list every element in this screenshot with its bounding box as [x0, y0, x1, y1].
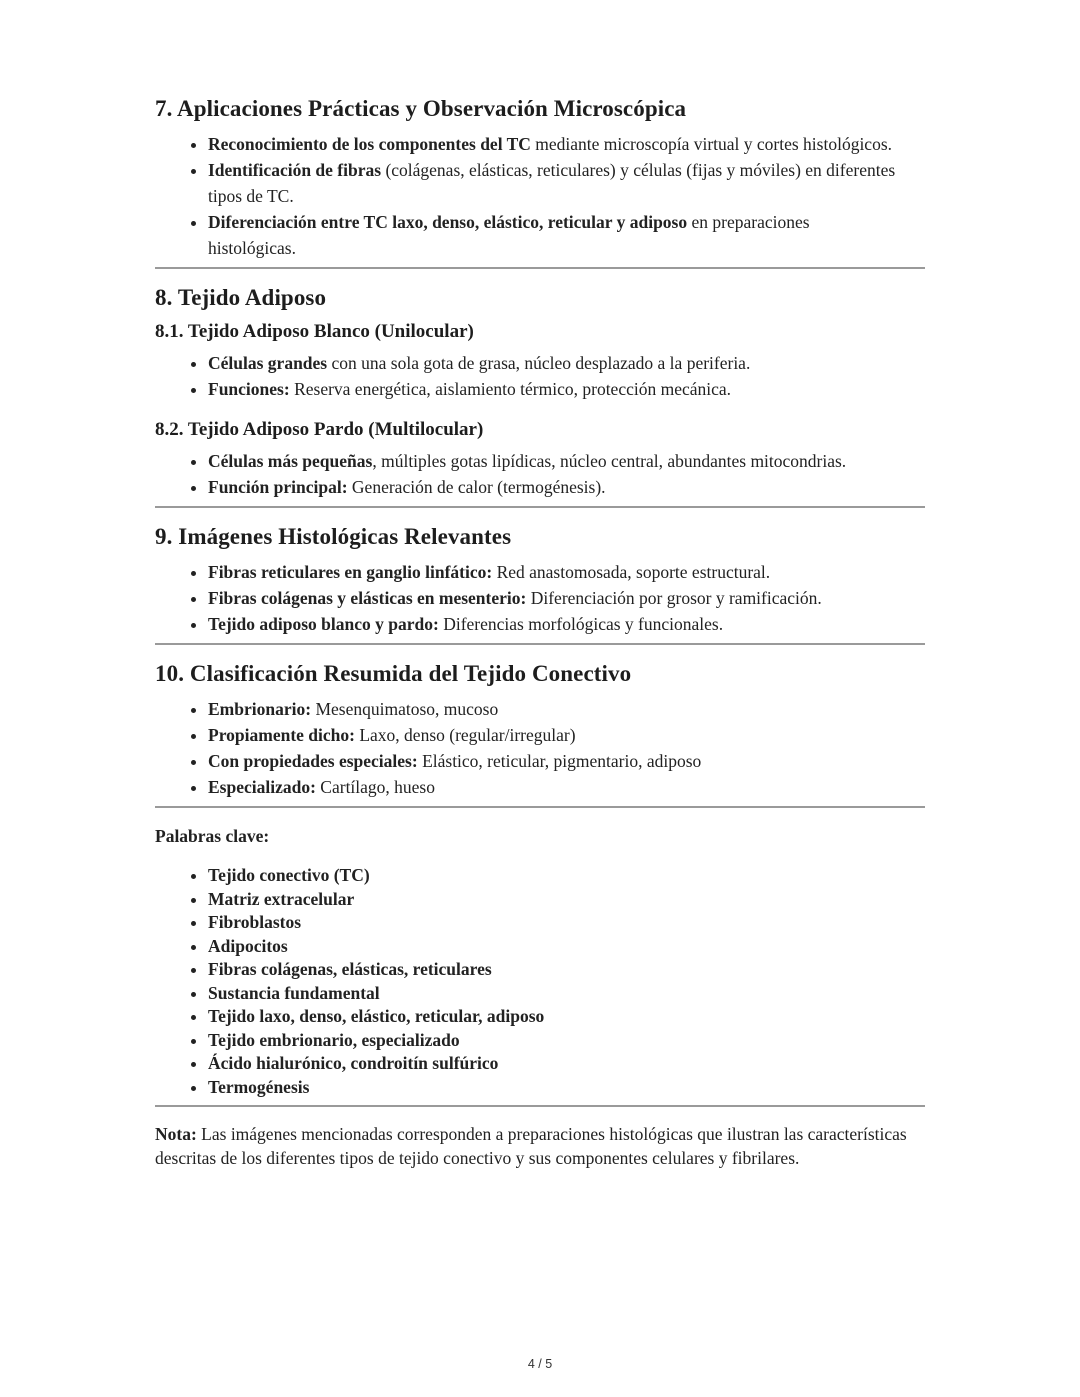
- keyword-item: • Tejido embrionario, especializado: [208, 1029, 925, 1053]
- subsection-heading: 8.2. Tejido Adiposo Pardo (Multilocular): [155, 419, 484, 440]
- keyword-item: • Ácido hialurónico, condroitín sulfúrico: [208, 1052, 925, 1076]
- term-description: (colágenas, elásticas, reticulares) y células (fijas y móviles) en diferentes tipos de TC.: [208, 160, 896, 206]
- bullet-list: [155, 131, 925, 261]
- term-description: Diferencias morfológicas y funcionales.: [438, 614, 724, 634]
- note-paragraph: [155, 1123, 915, 1170]
- bold-term: Con propiedades especiales:: [208, 751, 418, 771]
- bold-term: Células grandes: [208, 353, 328, 373]
- subsection-heading: 8.1. Tejido Adiposo Blanco (Unilocular): [155, 321, 474, 342]
- bold-term: Fibras reticulares en ganglio linfático:: [208, 562, 493, 582]
- bold-term: Diferenciación entre TC laxo, denso, elástico, reticular y adiposo: [208, 212, 688, 232]
- section-heading: 10. Clasificación Resumida del Tejido Conectivo: [155, 661, 632, 686]
- section-heading: 7. Aplicaciones Prácticas y Observación Microscópica: [155, 96, 687, 121]
- term-description: Generación de calor (termogénesis).: [347, 477, 606, 497]
- section-histological-images: [155, 523, 925, 637]
- page-footer: [0, 1357, 1080, 1371]
- note-label: Nota:: [155, 1124, 197, 1144]
- term-description: en preparaciones histológicas.: [208, 212, 810, 258]
- term-description: Elástico, reticular, pigmentario, adiposo: [417, 751, 702, 771]
- section-divider: [155, 267, 925, 269]
- list-item: [208, 722, 925, 748]
- section-divider: [155, 806, 925, 808]
- list-item: [208, 559, 925, 585]
- term-description: Red anastomosada, soporte estructural.: [492, 562, 771, 582]
- keyword-item: • Sustancia fundamental: [208, 982, 925, 1006]
- section-classification: [155, 660, 925, 800]
- bold-term: Fibras colágenas y elásticas en mesenterio:: [208, 588, 527, 608]
- list-item: [208, 585, 828, 611]
- list-item: [208, 611, 925, 637]
- list-item: [208, 209, 828, 261]
- list-item: [208, 448, 925, 474]
- keywords-list: [155, 864, 925, 1099]
- section-keywords: [155, 823, 925, 1099]
- list-item: [208, 474, 925, 500]
- term-description: Reserva energética, aislamiento térmico, protección mecánica.: [289, 379, 732, 399]
- list-item: [208, 376, 925, 402]
- keyword-item: • Termogénesis: [208, 1076, 925, 1100]
- keyword-item: • Tejido laxo, denso, elástico, reticular, adiposo: [208, 1005, 925, 1029]
- bullet-list: [155, 448, 925, 500]
- section-practical-applications: [155, 95, 925, 261]
- keyword-item: • Matriz extracelular: [208, 888, 925, 912]
- bullet-list: [155, 696, 925, 800]
- keyword-item: • Fibras colágenas, elásticas, reticulares: [208, 958, 925, 982]
- list-item: [208, 748, 925, 774]
- keywords-label: Palabras clave:: [155, 826, 270, 846]
- bold-term: Propiamente dicho:: [208, 725, 355, 745]
- bold-term: Especializado:: [208, 777, 316, 797]
- section-heading: 9. Imágenes Histológicas Relevantes: [155, 524, 512, 549]
- section-divider: [155, 643, 925, 645]
- bullet-list: [155, 559, 925, 637]
- section-adipose-tissue: [155, 284, 925, 500]
- keyword-item: • Tejido conectivo (TC): [208, 864, 925, 888]
- term-description: con una sola gota de grasa, núcleo desplazado a la periferia.: [327, 353, 751, 373]
- bold-term: Identificación de fibras: [208, 160, 382, 180]
- bold-term: Función principal:: [208, 477, 348, 497]
- section-heading: 8. Tejido Adiposo: [155, 285, 327, 310]
- term-description: , múltiples gotas lipídicas, núcleo central, abundantes mitocondrias.: [372, 451, 847, 471]
- bold-term: Embrionario:: [208, 699, 312, 719]
- section-divider: [155, 1105, 925, 1107]
- bold-term: Funciones:: [208, 379, 290, 399]
- bullet-list: [155, 350, 925, 402]
- list-item: [208, 774, 925, 800]
- note-text: Las imágenes mencionadas corresponden a preparaciones histológicas que ilustran las características descritas de los diferentes tipos de tejido conectivo y sus componentes celulares y fibrilares.: [155, 1124, 907, 1168]
- keyword-item: • Fibroblastos: [208, 911, 925, 935]
- keyword-item: • Adipocitos: [208, 935, 925, 959]
- term-description: Diferenciación por grosor y ramificación.: [526, 588, 822, 608]
- bold-term: Células más pequeñas: [208, 451, 373, 471]
- bold-term: Reconocimiento de los componentes del TC: [208, 134, 531, 154]
- term-description: Laxo, denso (regular/irregular): [354, 725, 576, 745]
- list-item: [208, 131, 925, 157]
- list-item: [208, 696, 925, 722]
- term-description: Mesenquimatoso, mucoso: [311, 699, 499, 719]
- section-divider: [155, 506, 925, 508]
- term-description: mediante microscopía virtual y cortes histológicos.: [530, 134, 893, 154]
- bold-term: Tejido adiposo blanco y pardo:: [208, 614, 439, 634]
- term-description: Cartílago, hueso: [315, 777, 435, 797]
- page-number: 4 / 5: [527, 1357, 553, 1371]
- list-item: [208, 157, 925, 209]
- list-item: [208, 350, 925, 376]
